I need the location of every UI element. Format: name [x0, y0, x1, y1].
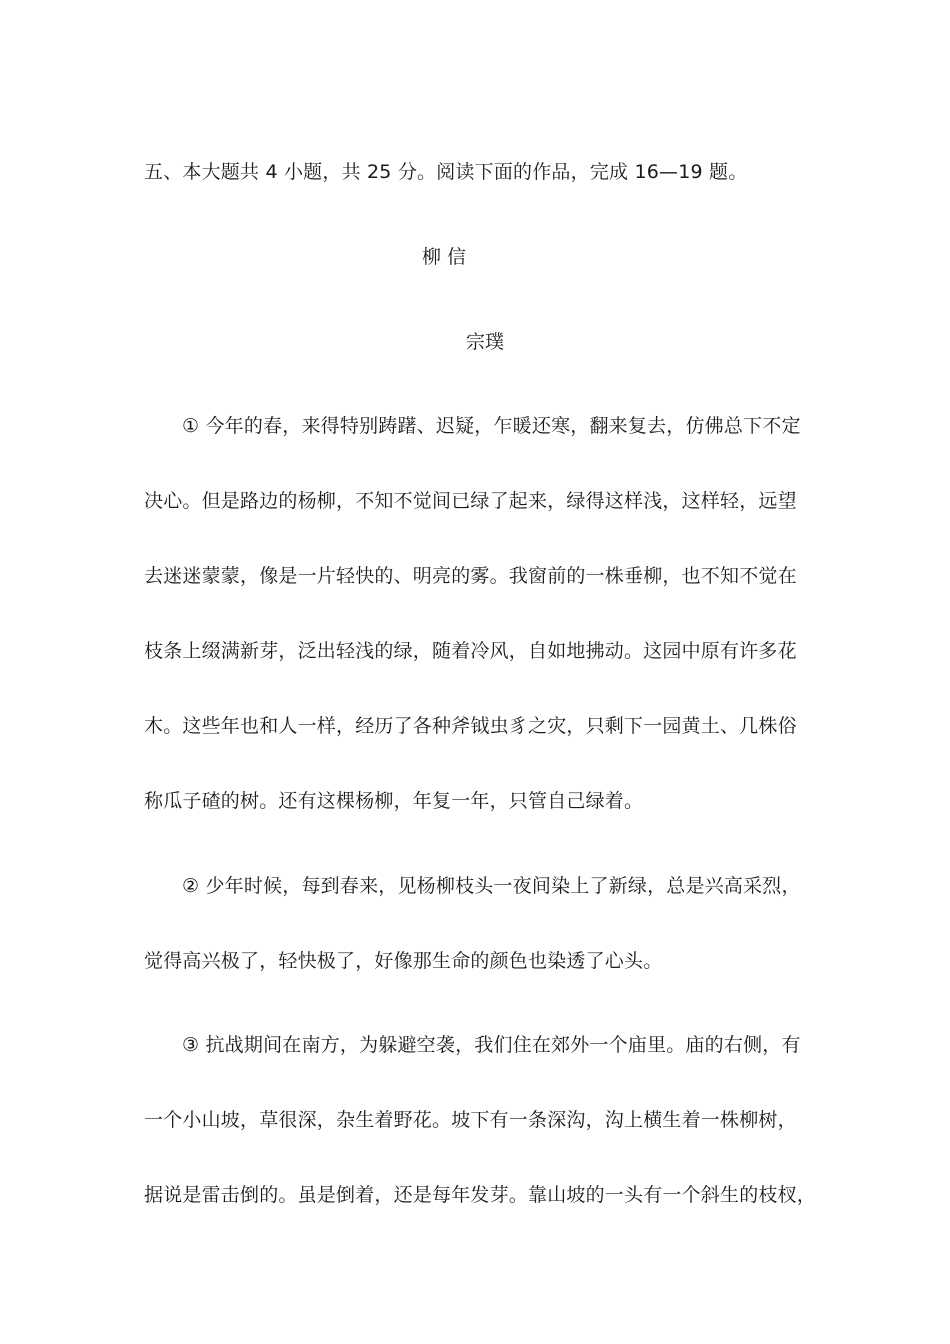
paragraph-line: 称瓜子碴的树。还有这棵杨柳，年复一年，只管自己绿着。 [144, 790, 644, 812]
paragraph-line: 据说是雷击倒的。虽是倒着，还是每年发芽。靠山坡的一头有一个斜生的枝杈， [144, 1184, 817, 1206]
paragraph-line: ② 少年时候，每到春来，见杨柳枝头一夜间染上了新绿，总是兴高采烈， [182, 875, 801, 897]
article-title: 柳 信 [422, 246, 467, 268]
paragraph-line: 去迷迷蒙蒙，像是一片轻快的、明亮的雾。我窗前的一株垂柳，也不知不觉在 [144, 565, 797, 587]
paragraph-line: 一个小山坡，草很深，杂生着野花。坡下有一条深沟，沟上横生着一株柳树， [144, 1109, 797, 1131]
article-author: 宗璞 [466, 331, 505, 353]
paragraph-line: ① 今年的春，来得特别踌躇、迟疑，乍暖还寒，翻来复去，仿佛总下不定 [182, 415, 801, 437]
paragraph-line: 决心。但是路边的杨柳，不知不觉间已绿了起来，绿得这样浅，这样轻，远望 [144, 490, 797, 512]
paragraph-line: 枝条上缀满新芽，泛出轻浅的绿，随着冷风，自如地拂动。这园中原有许多花 [144, 640, 797, 662]
paragraph-line: 觉得高兴极了，轻快极了，好像那生命的颜色也染透了心头。 [144, 950, 663, 972]
paragraph-line: ③ 抗战期间在南方，为躲避空袭，我们住在郊外一个庙里。庙的右侧，有 [182, 1034, 801, 1056]
paragraph-line: 木。这些年也和人一样，经历了各种斧钺虫豸之灾，只剩下一园黄土、几株俗 [144, 715, 797, 737]
section-header: 五、本大题共 4 小题，共 25 分。阅读下面的作品，完成 16—19 题。 [144, 161, 748, 183]
